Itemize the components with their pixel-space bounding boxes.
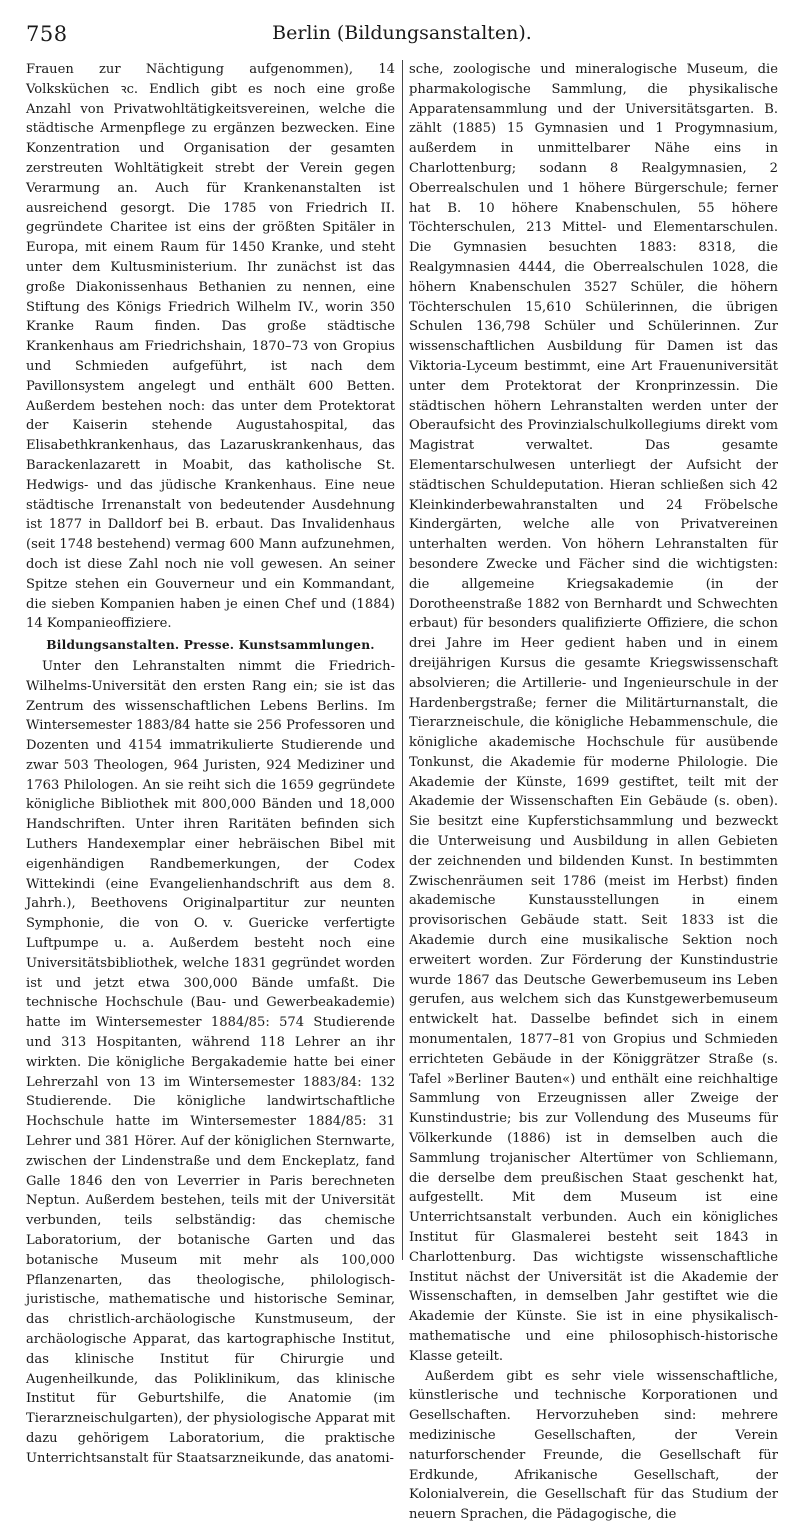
- right-paragraph-1: sche, zoologische und mineralogische Museum, die pharmakologische Sammlung, die physikalische Apparatensammlung und der Universitätsgarten. B. zählt (1885) 15 Gymnasien und 1 Progymnasium, außerdem in unmittelbarer Nähe eins in Charlottenburg; sodann 8 Realgymnasien, 2 Oberrealschulen und 1 höhere Bürgerschule; ferner hat B. 10 höhere Knabenschulen, 55 höhere Töchterschulen, 213 Mittel- und Elementarschulen. Die Gymnasien besuchten 1883: 8318, die Realgymnasien 4444, die Oberrealschulen 1028, die höhern Knabenschulen 3527 Schüler, die höhern Töchterschulen 15,610 Schülerinnen, die übrigen Schulen 136,798 Schüler und Schülerinnen. Zur wissenschaftlichen Ausbildung für Damen ist das Viktoria-Lyceum bestimmt, eine Art Frauenuniversität unter dem Protektorat der Kronprinzessin. Die städtischen höhern Lehranstalten werden unter der Oberaufsicht des Provinzialschulkollegiums direkt vom Magistrat verwaltet. Das gesamte Elementarschulwesen unterliegt der Aufsicht der städtischen Schuldeputation. Hieran schließen sich 42 Kleinkinderbewahranstalten und 24 Fröbelsche Kindergärten, welche alle von Privatvereinen unterhalten werden. Von höhern Lehranstalten für besondere Zwecke und Fächer sind die wichtigsten: die allgemeine Kriegsakademie (in der Dorotheenstraße 1882 von Bernhardt und Schwechten erbaut) für besonders qualifizierte Offiziere, die schon drei Jahre im Heer gedient haben und in einem dreijährigen Kursus die gesamte Kriegswissenschaft absolvieren; die Artillerie- und Ingenieurschule in der Hardenbergstraße; ferner die Militärturnanstalt, die Tierarzneischule, die königliche Hebammenschule, die königliche akademische Hochschule für ausübende Tonkunst, die Akademie für moderne Philologie. Die Akademie der Künste, 1699 gestiftet, teilt mit der Akademie der Wissenschaften Ein Gebäude (s. oben). Sie besitzt eine Kupferstichsammlung und bezweckt die Unterweisung und Ausbildung in allen Gebieten der zeichnenden und bildenden Kunst. In bestimmten Zwischenräumen seit 1786 (meist im Herbst) finden akademische Kunstausstellungen in einem provisorischen Gebäude statt. Seit 1833 ist die Akademie durch eine musikalische Sektion noch erweitert worden. Zur Förderung der Kunstindustrie wurde 1867 das Deutsche Gewerbemuseum ins Leben gerufen, aus welchem sich das Kunstgewerbemuseum entwickelt hat. Dasselbe befindet sich in einem monumentalen, 1877–81 von Gropius und Schmieden errichteten Gebäude in der Königgrätzer Straße (s. Tafel »Berliner Bauten«) und enthält eine reichhaltige Sammlung von Erzeugnissen aller Zweige der Kunstindustrie; bis zur Vollendung des Museums für Völkerkunde (1886) ist in demselben auch die Sammlung trojanischer Altertümer von Schliemann, die derselbe dem preußischen Staat geschenkt hat, aufgestellt. Mit dem Museum ist eine Unterrichtsanstalt verbunden. Auch ein königliches Institut für Glasmalerei besteht seit 1843 in Charlottenburg. Das wichtigste wissenschaftliche Institut nächst der Universität ist die Akademie der Wissenschaften, in demselben Jahr gestiftet wie die Akademie der Künste. Sie ist in eine physikalisch-mathematische und eine philosophisch-historische Klasse geteilt.: [409, 62, 778, 1364]
- right-paragraph-2: Außerdem gibt es sehr viele wissenschaftliche, künstlerische und technische Korporationen und Gesellschaften. Hervorzuheben sind: mehrere medizinische Gesellschaften, der Verein naturforschender Freunde, die Gesellschaft für Erdkunde, Afrikanische Gesellschaft, der Kolonialverein, die Gesellschaft für das Studium der neuern Sprachen, die Pädagogische, die: [409, 1368, 778, 1523]
- right-column: [409, 60, 778, 1523]
- text-columns: [26, 60, 778, 1523]
- left-column: [26, 60, 395, 1466]
- column-divider: [402, 60, 403, 1260]
- page-number: 758: [26, 22, 68, 46]
- section-heading: Bildungsanstalten. Presse. Kunstsammlungen.: [46, 638, 375, 653]
- running-title: Berlin (Bildungsanstalten).: [272, 22, 532, 44]
- page-header: [26, 18, 778, 58]
- left-paragraph-2: Unter den Lehranstalten nimmt die Friedrich-Wilhelms-Universität den ersten Rang ein; sie ist das Zentrum des wissenschaftlichen Lebens Berlins. Im Wintersemester 1883/84 hatte sie 256 Professoren und Dozenten und 4154 immatrikulierte Studierende und zwar 503 Theologen, 964 Juristen, 924 Mediziner und 1763 Philologen. An sie reiht sich die 1659 gegründete königliche Bibliothek mit 800,000 Bänden und 18,000 Handschriften. Unter ihren Raritäten befinden sich Luthers Handexemplar einer hebräischen Bibel mit eigenhändigen Randbemerkungen, der Codex Wittekindi (eine Evangelienhandschrift aus dem 8. Jahrh.), Beethovens Originalpartitur zur neunten Symphonie, die von O. v. Guericke verfertigte Luftpumpe u. a. Außerdem besteht noch eine Universitätsbibliothek, welche 1831 gegründet worden ist und jetzt etwa 300,000 Bände umfaßt. Die technische Hochschule (Bau- und Gewerbeakademie) hatte im Wintersemester 1884/85: 574 Studierende und 313 Hospitanten, während 118 Lehrer an ihr wirkten. Die königliche Bergakademie hatte bei einer Lehrerzahl von 13 im Wintersemester 1883/84: 132 Studierende. Die königliche landwirtschaftliche Hochschule hatte im Wintersemester 1884/85: 31 Lehrer und 381 Hörer. Auf der königlichen Sternwarte, zwischen der Lindenstraße und dem Enckeplatz, fand Galle 1846 den von Leverrier in Paris berechneten Neptun. Außerdem bestehen, teils mit der Universität verbunden, teils selbständig: das chemische Laboratorium, der botanische Garten und das botanische Museum mit mehr als 100,000 Pflanzenarten, das theologische, philologisch-juristische, mathematische und historische Seminar, das christlich-archäologische Kunstmuseum, der archäologische Apparat, das kartographische Institut, das klinische Institut für Chirurgie und Augenheilkunde, das Poliklinikum, das klinische Institut für Geburtshilfe, die Anatomie (im Tierarzneischulgarten), der physiologische Apparat mit dazu gehörigem Laboratorium, die praktische Unterrichtsanstalt für Staatsarzneikunde, das anatomi-: [26, 658, 395, 1466]
- left-paragraph-1: Frauen zur Nächtigung aufgenommen), 14 Volksküchen ꝛc. Endlich gibt es noch eine große Anzahl von Privatwohltätigkeitsvereinen, welche die städtische Armenpflege zu ergänzen bezwecken. Eine Konzentration und Organisation der gesamten zerstreuten Wohltätigkeit strebt der Verein gegen Verarmung an. Auch für Krankenanstalten ist ausreichend gesorgt. Die 1785 von Friedrich II. gegründete Charitee ist eins der größten Spitäler in Europa, mit einem Raum für 1450 Kranke, und steht unter dem Kultusministerium. Ihr zunächst ist das große Diakonissenhaus Bethanien zu nennen, eine Stiftung des Königs Friedrich Wilhelm IV., worin 350 Kranke Raum finden. Das große städtische Krankenhaus am Friedrichshain, 1870–73 von Gropius und Schmieden aufgeführt, ist nach dem Pavillonsystem angelegt und enthält 600 Betten. Außerdem bestehen noch: das unter dem Protektorat der Kaiserin stehende Augustahospital, das Elisabethkrankenhaus, das Lazaruskrankenhaus, das Barackenlazarett in Moabit, das katholische St. Hedwigs- und das jüdische Krankenhaus. Eine neue städtische Irrenanstalt von bedeutender Ausdehnung ist 1877 in Dalldorf bei B. erbaut. Das Invalidenhaus (seit 1748 bestehend) vermag 600 Mann aufzunehmen, doch ist diese Zahl noch nie voll gewesen. An seiner Spitze stehen ein Gouverneur und ein Kommandant, die sieben Kompanien haben je einen Chef und (1884) 14 Kompanieoffiziere.: [26, 62, 395, 632]
